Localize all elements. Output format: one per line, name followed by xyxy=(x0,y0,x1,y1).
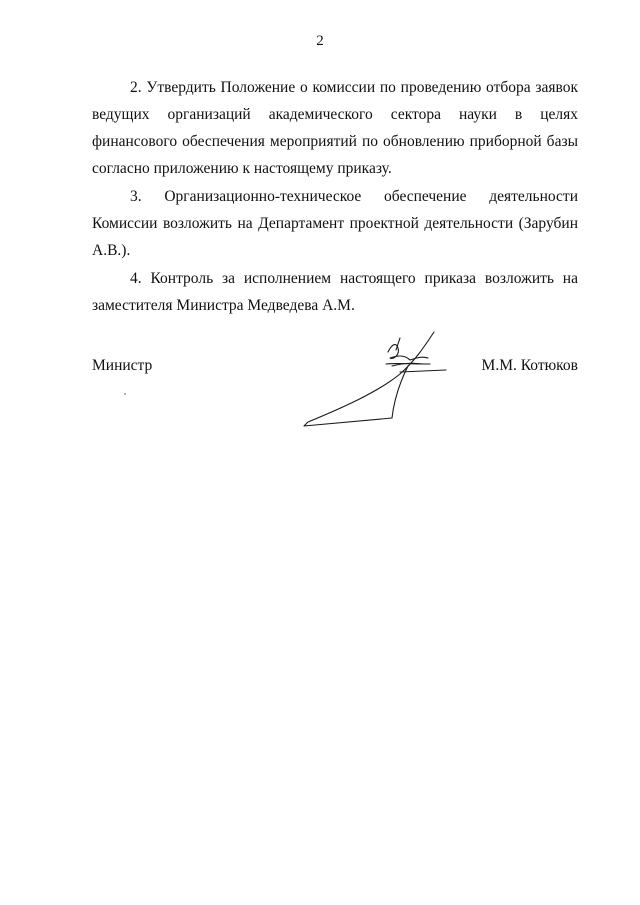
page-number: 2 xyxy=(316,33,324,49)
paragraph-organizational-support: 3. Организационно-техническое обеспечение деятельности Комиссии возложить на Департамент проектной деятельности (Зарубин А.В.). xyxy=(92,188,578,259)
paragraph-control: 4. Контроль за исполнением настоящего приказа возложить на заместителя Министра Медведева А.М. xyxy=(92,270,578,314)
handwritten-signature-icon xyxy=(296,330,461,435)
scan-speck xyxy=(124,393,126,395)
paragraph-approve-regulation: 2. Утвердить Положение о комиссии по проведению отбора заявок ведущих организаций академического сектора науки в целях финансового обеспечения мероприятий по обновлению приборной базы согласно приложению к настоящему приказу. xyxy=(92,79,578,177)
signatory-title: Министр xyxy=(92,357,153,374)
signatory-name: М.М. Котюков xyxy=(481,357,578,374)
document-body xyxy=(92,74,578,320)
